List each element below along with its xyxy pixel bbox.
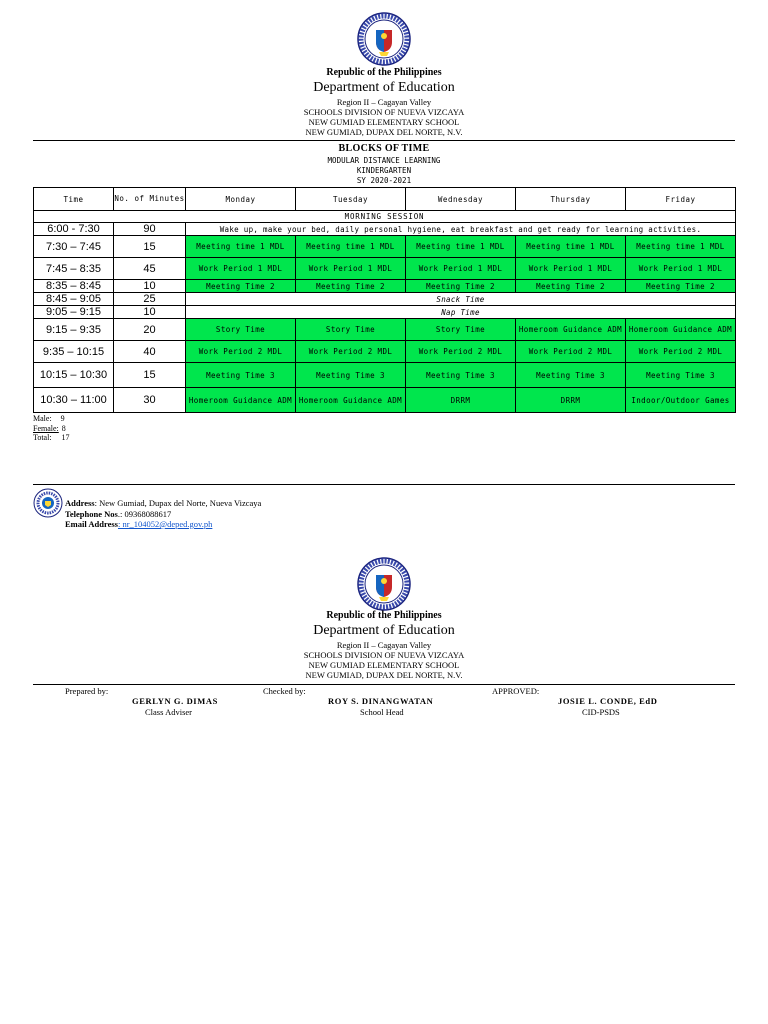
schedule-table: [33, 187, 736, 413]
activity-cell: Work Period 2 MDL: [186, 341, 296, 363]
deped-seal-second: [357, 557, 411, 611]
subtitle-kindergarten: KINDERGARTEN: [356, 166, 412, 175]
address-label-second: NEW GUMIAD, DUPAX DEL NORTE, N.V.: [305, 670, 463, 680]
activity-cell: Work Period 1 MDL: [516, 258, 626, 280]
email-field-label: Email Address: [65, 519, 118, 529]
table-row: [34, 258, 736, 280]
activity-cell: Meeting time 1 MDL: [626, 236, 736, 258]
total-value: 17: [61, 433, 70, 442]
table-row: [34, 341, 736, 363]
activity-cell: Meeting Time 2: [516, 280, 626, 293]
approved-label: APPROVED:: [492, 686, 540, 696]
activity-cell: Work Period 1 MDL: [406, 258, 516, 280]
minutes-cell: 10: [114, 306, 186, 319]
table-header-row: [34, 188, 736, 211]
morning-session-label: MORNING SESSION: [34, 211, 736, 223]
minutes-cell: 30: [114, 388, 186, 413]
school-label-second: NEW GUMIAD ELEMENTARY SCHOOL: [308, 660, 460, 670]
activity-cell: Meeting Time 3: [406, 363, 516, 388]
minutes-cell: 45: [114, 258, 186, 280]
minutes-cell: 15: [114, 236, 186, 258]
table-row: [34, 319, 736, 341]
address-field-label: Address: [65, 498, 95, 508]
phone-field-value: .: 09368088617: [117, 508, 172, 519]
activity-cell: Homeroom Guidance ADM: [186, 388, 296, 413]
prepared-by-label: Prepared by:: [65, 686, 109, 696]
table-row: [34, 280, 736, 293]
activity-cell: DRRM: [516, 388, 626, 413]
activity-cell: Homeroom Guidance ADM: [516, 319, 626, 341]
activity-cell: Meeting time 1 MDL: [296, 236, 406, 258]
address-label: NEW GUMIAD, DUPAX DEL NORTE, N.V.: [305, 127, 463, 137]
footer-divider: [33, 484, 735, 485]
col-header-wednesday: Wednesday: [406, 188, 516, 211]
division-label: SCHOOLS DIVISION OF NUEVA VIZCAYA: [303, 107, 465, 117]
activity-cell: Homeroom Guidance ADM: [626, 319, 736, 341]
activity-cell: Work Period 1 MDL: [296, 258, 406, 280]
department-title-second: Department of Education: [313, 623, 455, 638]
time-cell: 10:30 – 11:00: [34, 388, 114, 413]
time-cell: 7:30 – 7:45: [34, 236, 114, 258]
table-row: [34, 223, 736, 236]
minutes-cell: 10: [114, 280, 186, 293]
time-cell: 8:45 – 9:05: [34, 293, 114, 306]
region-label-second: Region II – Cagayan Valley: [336, 640, 432, 650]
minutes-cell: 90: [114, 223, 186, 236]
col-header-time: Time: [34, 188, 114, 211]
activity-cell: Meeting time 1 MDL: [186, 236, 296, 258]
table-row: [34, 306, 736, 319]
time-cell: 6:00 - 7:30: [34, 223, 114, 236]
col-header-thursday: Thursday: [516, 188, 626, 211]
minutes-cell: 20: [114, 319, 186, 341]
activity-cell: Meeting Time 2: [186, 280, 296, 293]
activity-cell: Story Time: [296, 319, 406, 341]
table-row: [34, 236, 736, 258]
time-cell: 9:35 – 10:15: [34, 341, 114, 363]
female-value: 8: [61, 423, 66, 433]
activity-cell: Meeting Time 3: [626, 363, 736, 388]
blocks-of-time-title: BLOCKS OF TIME: [338, 143, 430, 154]
activity-cell: Story Time: [406, 319, 516, 341]
table-row: [34, 388, 736, 413]
header-divider-second: [33, 684, 735, 685]
email-link[interactable]: : nr_104052@deped.gov.ph: [117, 519, 213, 529]
subtitle-school-year: SY 2020-2021: [356, 176, 412, 185]
activity-cell: Homeroom Guidance ADM: [296, 388, 406, 413]
phone-field-label: Telephone Nos: [65, 508, 118, 519]
address-field-value: : New Gumiad, Dupax del Norte, Nueva Vizcaya: [94, 498, 262, 508]
col-header-minutes: No. of Minutes: [114, 188, 186, 211]
time-cell: 10:15 – 10:30: [34, 363, 114, 388]
total-label: Total:: [33, 433, 52, 442]
activity-cell: Work Period 2 MDL: [296, 341, 406, 363]
time-cell: 9:15 – 9:35: [34, 319, 114, 341]
checked-by-name: ROY S. DINANGWATAN: [328, 696, 434, 706]
checked-by-role: School Head: [360, 707, 404, 717]
approved-name: JOSIE L. CONDE, EdD: [558, 696, 658, 706]
checked-by-label: Checked by:: [263, 686, 306, 696]
activity-cell: Meeting Time 3: [186, 363, 296, 388]
minutes-cell: 40: [114, 341, 186, 363]
activity-cell: Meeting Time 2: [296, 280, 406, 293]
activity-cell: Story Time: [186, 319, 296, 341]
time-cell: 9:05 – 9:15: [34, 306, 114, 319]
time-cell: 7:45 – 8:35: [34, 258, 114, 280]
division-label-second: SCHOOLS DIVISION OF NUEVA VIZCAYA: [303, 650, 465, 660]
activity-cell: Meeting Time 3: [296, 363, 406, 388]
snack-time-cell: Snack Time: [186, 293, 736, 306]
activity-cell: DRRM: [406, 388, 516, 413]
approved-role: CID-PSDS: [582, 707, 620, 717]
activity-cell: Meeting Time 2: [626, 280, 736, 293]
activity-cell: Work Period 2 MDL: [626, 341, 736, 363]
nap-time-cell: Nap Time: [186, 306, 736, 319]
male-label: Male:: [33, 414, 52, 423]
activity-cell: Work Period 1 MDL: [626, 258, 736, 280]
enrollment-stats: [33, 414, 70, 443]
republic-label: Republic of the Philippines: [326, 67, 442, 78]
activity-span-cell: Wake up, make your bed, daily personal hygiene, eat breakfast and get ready for learning activities.: [186, 223, 736, 236]
time-cell: 8:35 – 8:45: [34, 280, 114, 293]
activity-cell: Meeting Time 3: [516, 363, 626, 388]
activity-cell: Meeting Time 2: [406, 280, 516, 293]
female-label: Female:: [33, 423, 59, 433]
region-label: Region II – Cagayan Valley: [336, 97, 432, 107]
school-label: NEW GUMIAD ELEMENTARY SCHOOL: [308, 117, 460, 127]
minutes-cell: 25: [114, 293, 186, 306]
activity-cell: Indoor/Outdoor Games: [626, 388, 736, 413]
table-row: [34, 363, 736, 388]
header-divider: [33, 140, 735, 141]
col-header-friday: Friday: [626, 188, 736, 211]
activity-cell: Meeting time 1 MDL: [516, 236, 626, 258]
department-title: Department of Education: [313, 80, 455, 95]
minutes-cell: 15: [114, 363, 186, 388]
prepared-by-name: GERLYN G. DIMAS: [132, 696, 218, 706]
subtitle-modular: MODULAR DISTANCE LEARNING: [327, 156, 441, 165]
col-header-monday: Monday: [186, 188, 296, 211]
male-value: 9: [60, 414, 65, 423]
contact-info: [65, 498, 261, 530]
session-row: [34, 211, 736, 223]
republic-label-second: Republic of the Philippines: [326, 610, 442, 621]
deped-seal: [357, 12, 411, 66]
school-logo: [33, 488, 63, 518]
col-header-tuesday: Tuesday: [296, 188, 406, 211]
table-row: [34, 293, 736, 306]
activity-cell: Work Period 2 MDL: [406, 341, 516, 363]
activity-cell: Meeting time 1 MDL: [406, 236, 516, 258]
prepared-by-role: Class Adviser: [145, 707, 192, 717]
activity-cell: Work Period 2 MDL: [516, 341, 626, 363]
activity-cell: Work Period 1 MDL: [186, 258, 296, 280]
